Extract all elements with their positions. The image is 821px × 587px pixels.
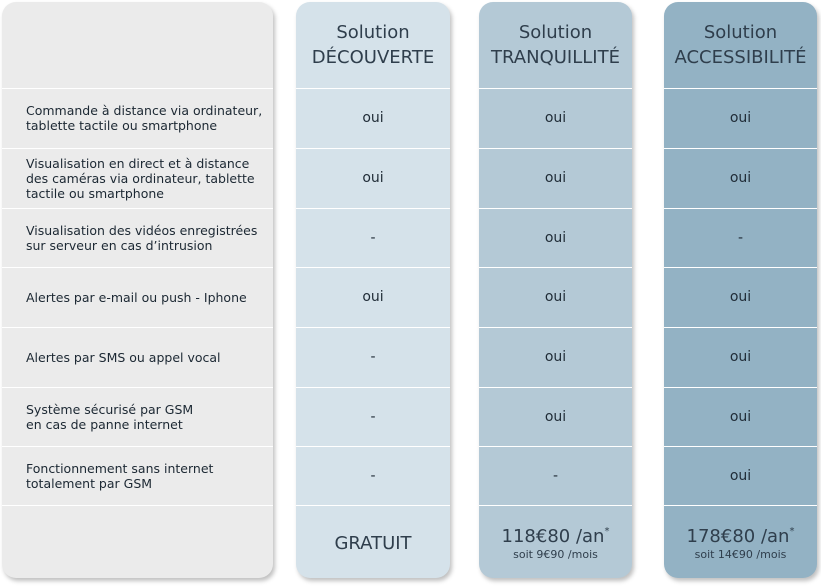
feature-value: - [370, 229, 376, 246]
price-row-label [2, 505, 273, 578]
feature-value: oui [544, 229, 567, 246]
feature-value: oui [544, 170, 567, 186]
row-separator [296, 446, 450, 447]
row-separator [479, 148, 632, 149]
row-separator [296, 88, 450, 89]
solution-title-line1: Solution [703, 22, 778, 43]
feature-value: oui [362, 170, 384, 186]
row-separator [2, 267, 273, 268]
feature-value: oui [729, 349, 752, 365]
feature-row [2, 88, 273, 148]
feature-row [2, 208, 273, 267]
feature-value: oui [544, 289, 567, 305]
row-separator [296, 387, 450, 388]
row-separator [479, 327, 632, 328]
row-separator [2, 505, 273, 506]
feature-label: Alertes par e-mail ou push - Iphone [26, 289, 247, 305]
feature-label: Alertes par SMS ou appel vocal [26, 349, 221, 365]
row-separator [664, 505, 817, 506]
row-separator [664, 446, 817, 447]
feature-value: oui [544, 110, 567, 126]
price-monthly: soit 9€90 /mois [513, 548, 598, 561]
row-separator [296, 267, 450, 268]
row-separator [664, 387, 817, 388]
row-separator [479, 267, 632, 268]
feature-label: Commande à distance via ordinateur, tablette tactile ou smartphone [26, 103, 263, 133]
row-separator [664, 327, 817, 328]
feature-label: Visualisation en direct et à distance des caméras via ordinateur, tablette tactile ou smartphone [26, 155, 255, 201]
row-separator [479, 505, 632, 506]
feature-value: oui [362, 110, 384, 126]
price-cell [296, 505, 450, 578]
price-cell [664, 505, 817, 578]
solution-title-line1: Solution [518, 22, 593, 43]
price-asterisk: * [789, 526, 795, 537]
feature-label: Système sécurisé par GSM en cas de panne internet [26, 401, 194, 432]
feature-value: oui [729, 170, 752, 186]
feature-value: oui [362, 289, 384, 305]
row-separator [664, 267, 817, 268]
feature-value: - [370, 349, 376, 365]
solution-title-line2: ACCESSIBILITÉ [674, 47, 807, 68]
row-separator [296, 505, 450, 506]
solution-accessibilite-column [664, 2, 817, 578]
price-monthly: soit 14€90 /mois [694, 548, 787, 561]
feature-value: - [370, 408, 376, 425]
feature-label: Visualisation des vidéos enregistrées sur serveur en cas d’intrusion [26, 222, 258, 253]
feature-row [2, 327, 273, 387]
row-separator [296, 327, 450, 328]
row-separator [2, 446, 273, 447]
feature-row [2, 387, 273, 446]
solution-title-line1: Solution [336, 22, 410, 43]
row-separator [479, 446, 632, 447]
feature-value: oui [544, 408, 567, 425]
feature-value: oui [729, 467, 752, 484]
feature-value: - [552, 467, 559, 484]
row-separator [664, 148, 817, 149]
feature-value: oui [729, 289, 752, 305]
price-cell [479, 505, 632, 578]
row-separator [479, 387, 632, 388]
feature-row [2, 148, 273, 208]
row-separator [296, 148, 450, 149]
row-separator [479, 208, 632, 209]
price-amount: 118€80 /an [501, 526, 605, 547]
row-separator [2, 327, 273, 328]
row-separator [664, 88, 817, 89]
feature-row [2, 446, 273, 505]
solution-header [479, 2, 632, 88]
solution-tranquillite-column [479, 2, 632, 578]
solution-title-line2: DÉCOUVERTE [311, 47, 435, 68]
solution-decouverte-column [296, 2, 450, 578]
row-separator [2, 148, 273, 149]
row-separator [296, 208, 450, 209]
feature-value: oui [729, 408, 752, 425]
feature-value: oui [729, 110, 752, 126]
price-amount: 178€80 /an [686, 526, 790, 547]
solution-title-line2: TRANQUILLITÉ [491, 47, 620, 68]
feature-value: - [370, 467, 376, 484]
feature-row [2, 267, 273, 327]
feature-value: oui [544, 349, 567, 365]
price-amount: GRATUIT [334, 533, 412, 554]
feature-label-column [2, 2, 273, 578]
solution-header [296, 2, 450, 88]
row-separator [2, 88, 273, 89]
row-separator [664, 208, 817, 209]
price-asterisk: * [604, 526, 610, 537]
feature-label: Fonctionnement sans internet totalement par GSM [26, 460, 214, 491]
row-separator [2, 387, 273, 388]
row-separator [479, 88, 632, 89]
solution-header [664, 2, 817, 88]
row-separator [2, 208, 273, 209]
feature-value: - [737, 229, 744, 246]
